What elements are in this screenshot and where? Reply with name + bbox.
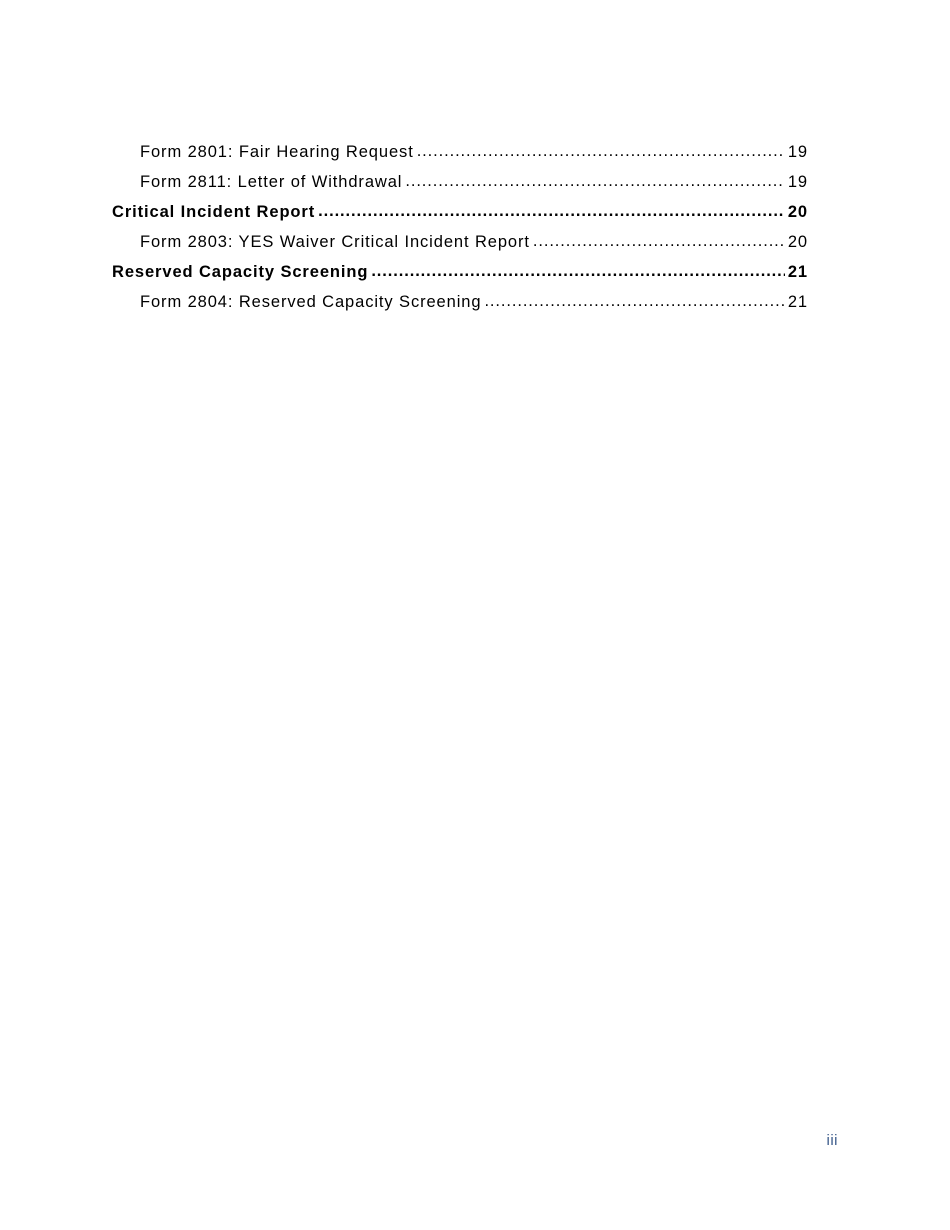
toc-entry-title: Form 2803: YES Waiver Critical Incident Report — [140, 232, 530, 251]
toc-entry-page: 21 — [787, 292, 808, 311]
toc-section-page: 20 — [787, 202, 808, 221]
toc-entry-title: Form 2801: Fair Hearing Request — [140, 142, 414, 161]
dot-leader — [533, 232, 785, 252]
dot-leader — [484, 292, 784, 312]
toc-entry-form-2803[interactable] — [140, 227, 808, 257]
toc-entry-page: 19 — [787, 172, 808, 191]
dot-leader — [318, 202, 785, 222]
table-of-contents — [0, 137, 950, 317]
toc-entry-title: Form 2811: Letter of Withdrawal — [140, 172, 403, 191]
toc-entry-form-2804[interactable] — [140, 287, 808, 317]
dot-leader — [417, 142, 785, 162]
toc-section-critical-incident-report[interactable] — [112, 197, 808, 227]
toc-entry-page: 19 — [787, 142, 808, 161]
toc-entry-form-2811[interactable] — [140, 167, 808, 197]
toc-section-reserved-capacity-screening[interactable] — [112, 257, 808, 287]
dot-leader — [371, 262, 785, 282]
toc-entry-title: Form 2804: Reserved Capacity Screening — [140, 292, 482, 311]
toc-section-page: 21 — [787, 262, 808, 281]
toc-entry-page: 20 — [787, 232, 808, 251]
toc-section-title: Critical Incident Report — [112, 202, 316, 221]
page-number: iii — [826, 1132, 838, 1149]
toc-entry-form-2801[interactable] — [140, 137, 808, 167]
dot-leader — [405, 172, 784, 192]
toc-section-title: Reserved Capacity Screening — [112, 262, 369, 281]
